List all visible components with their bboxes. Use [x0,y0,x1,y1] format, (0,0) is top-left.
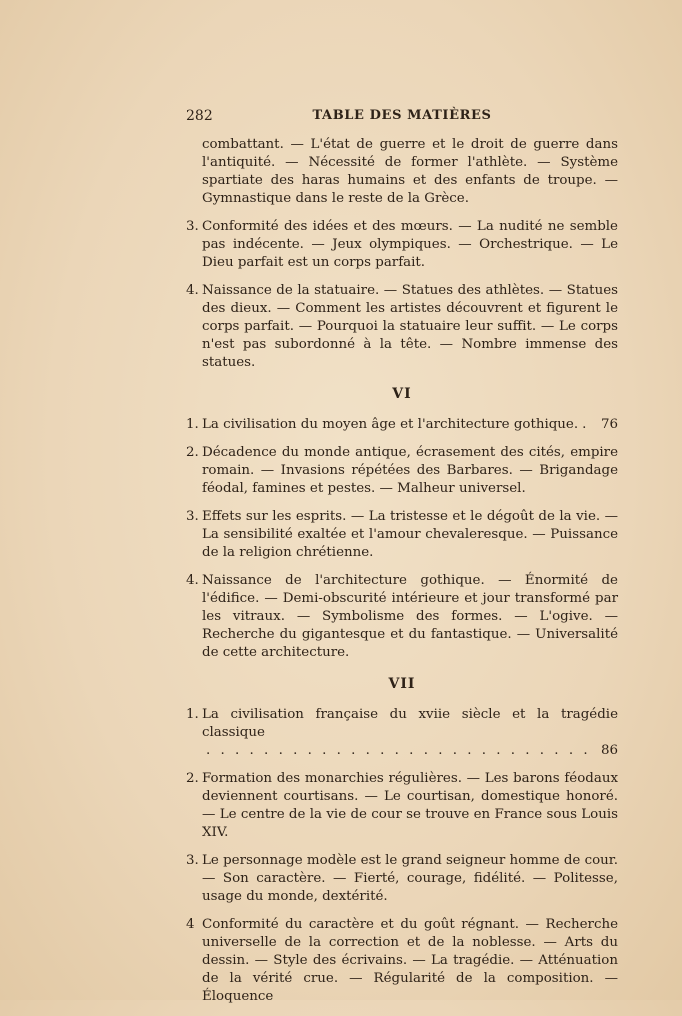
entry-text: Formation des monarchies régulières. — Les barons féodaux deviennent courtisans. — Le courtisan, domestique honoré. — Le centre de la vie de cour se trouve en France sous Louis XIV. [202,771,618,840]
entry-number: 4. [186,573,199,588]
toc-entry [186,416,618,434]
header-title: TABLE DES MATIÈRES [312,108,492,123]
dot-leader [582,416,597,434]
leader-line [186,416,618,434]
section-heading-vii: VII [388,676,416,692]
continuation-text: combattant. — L'état de guerre et le droit de guerre dans l'antiquité. — Nécessité de former l'athlète. — Système spartiate des haras humains et des enfants de troupe. — Gymnastique dans le reste de la Grèce. [202,137,618,206]
entry-text: Le personnage modèle est le grand seigneur homme de cour. — Son caractère. — Fierté, courage, fidélité. — Politesse, usage du monde, dextérité. [202,853,618,904]
entry-text [202,706,618,760]
entry-number: 1. [186,707,199,722]
entry-text: Effets sur les esprits. — La tristesse et le dégoût de la vie. — La sensibilité exaltée et l'amour chevaleresque. — Puissance de la religion chrétienne. [202,509,618,560]
entry-number: 1. [186,417,199,432]
page-number: 282 [186,108,213,124]
toc-entry [186,916,618,1006]
entry-text: La civilisation du moyen âge et l'architecture gothique. [202,417,579,432]
entry-text: Conformité du caractère et du goût régnant. — Recherche universelle de la correction et de la noblesse. — Arts du dessin. — Style des écrivains. — La tragédie. — Atténuation de la vérité crue. — Régularité de la composition. — Éloquence [202,917,618,1004]
table-of-contents [186,136,618,1016]
toc-entry [186,706,618,760]
entry-number: 3. [186,219,199,234]
running-head [186,108,618,128]
entry-text: Naissance de la statuaire. — Statues des athlètes. — Statues des dieux. — Comment les artistes découvrent et figurent le corps parfait. — Pourquoi la statuaire leur suffit. — Le corps n'est pas subordonné à la tête. — Nombre immense des statues. [202,283,618,370]
entry-text: Décadence du monde antique, écrasement des cités, empire romain. — Invasions répétées des Barbares. — Brigandage féodal, famines et pestes. — Malheur universel. [202,445,618,496]
entry-text: Conformité des idées et des mœurs. — La nudité ne semble pas indécente. — Jeux olympiques. — Orchestrique. — Le Dieu parfait est un corps parfait. [202,219,618,270]
entry-number: 3. [186,853,199,868]
toc-entry [186,770,618,842]
toc-entry [186,282,618,372]
toc-entry [186,444,618,498]
section-heading-vi: VI [392,386,412,402]
toc-entry [186,572,618,662]
entry-number: 4 [186,917,195,932]
toc-entry [186,218,618,272]
toc-entry [186,852,618,906]
leader-line [202,742,618,760]
entry-page-number: 76 [600,417,618,432]
dot-leader [206,742,597,760]
entry-number: 3. [186,509,199,524]
entry-page-number: 86 [600,743,618,758]
entry-number: 4. [186,283,199,298]
toc-entry [186,508,618,562]
entry-number: 2. [186,771,199,786]
entry-text: Naissance de l'architecture gothique. — Énormité de l'édifice. — Demi-obscurité intérieure et jour transformé par les vitraux. — Symbolisme des formes. — L'ogive. — Recherche du gigantesque et du fantastique. — Universalité de cette architecture. [202,573,618,660]
entry-number: 2. [186,445,199,460]
entry-title: La civilisation française du xviie siècle et la tragédie classique [202,707,618,740]
